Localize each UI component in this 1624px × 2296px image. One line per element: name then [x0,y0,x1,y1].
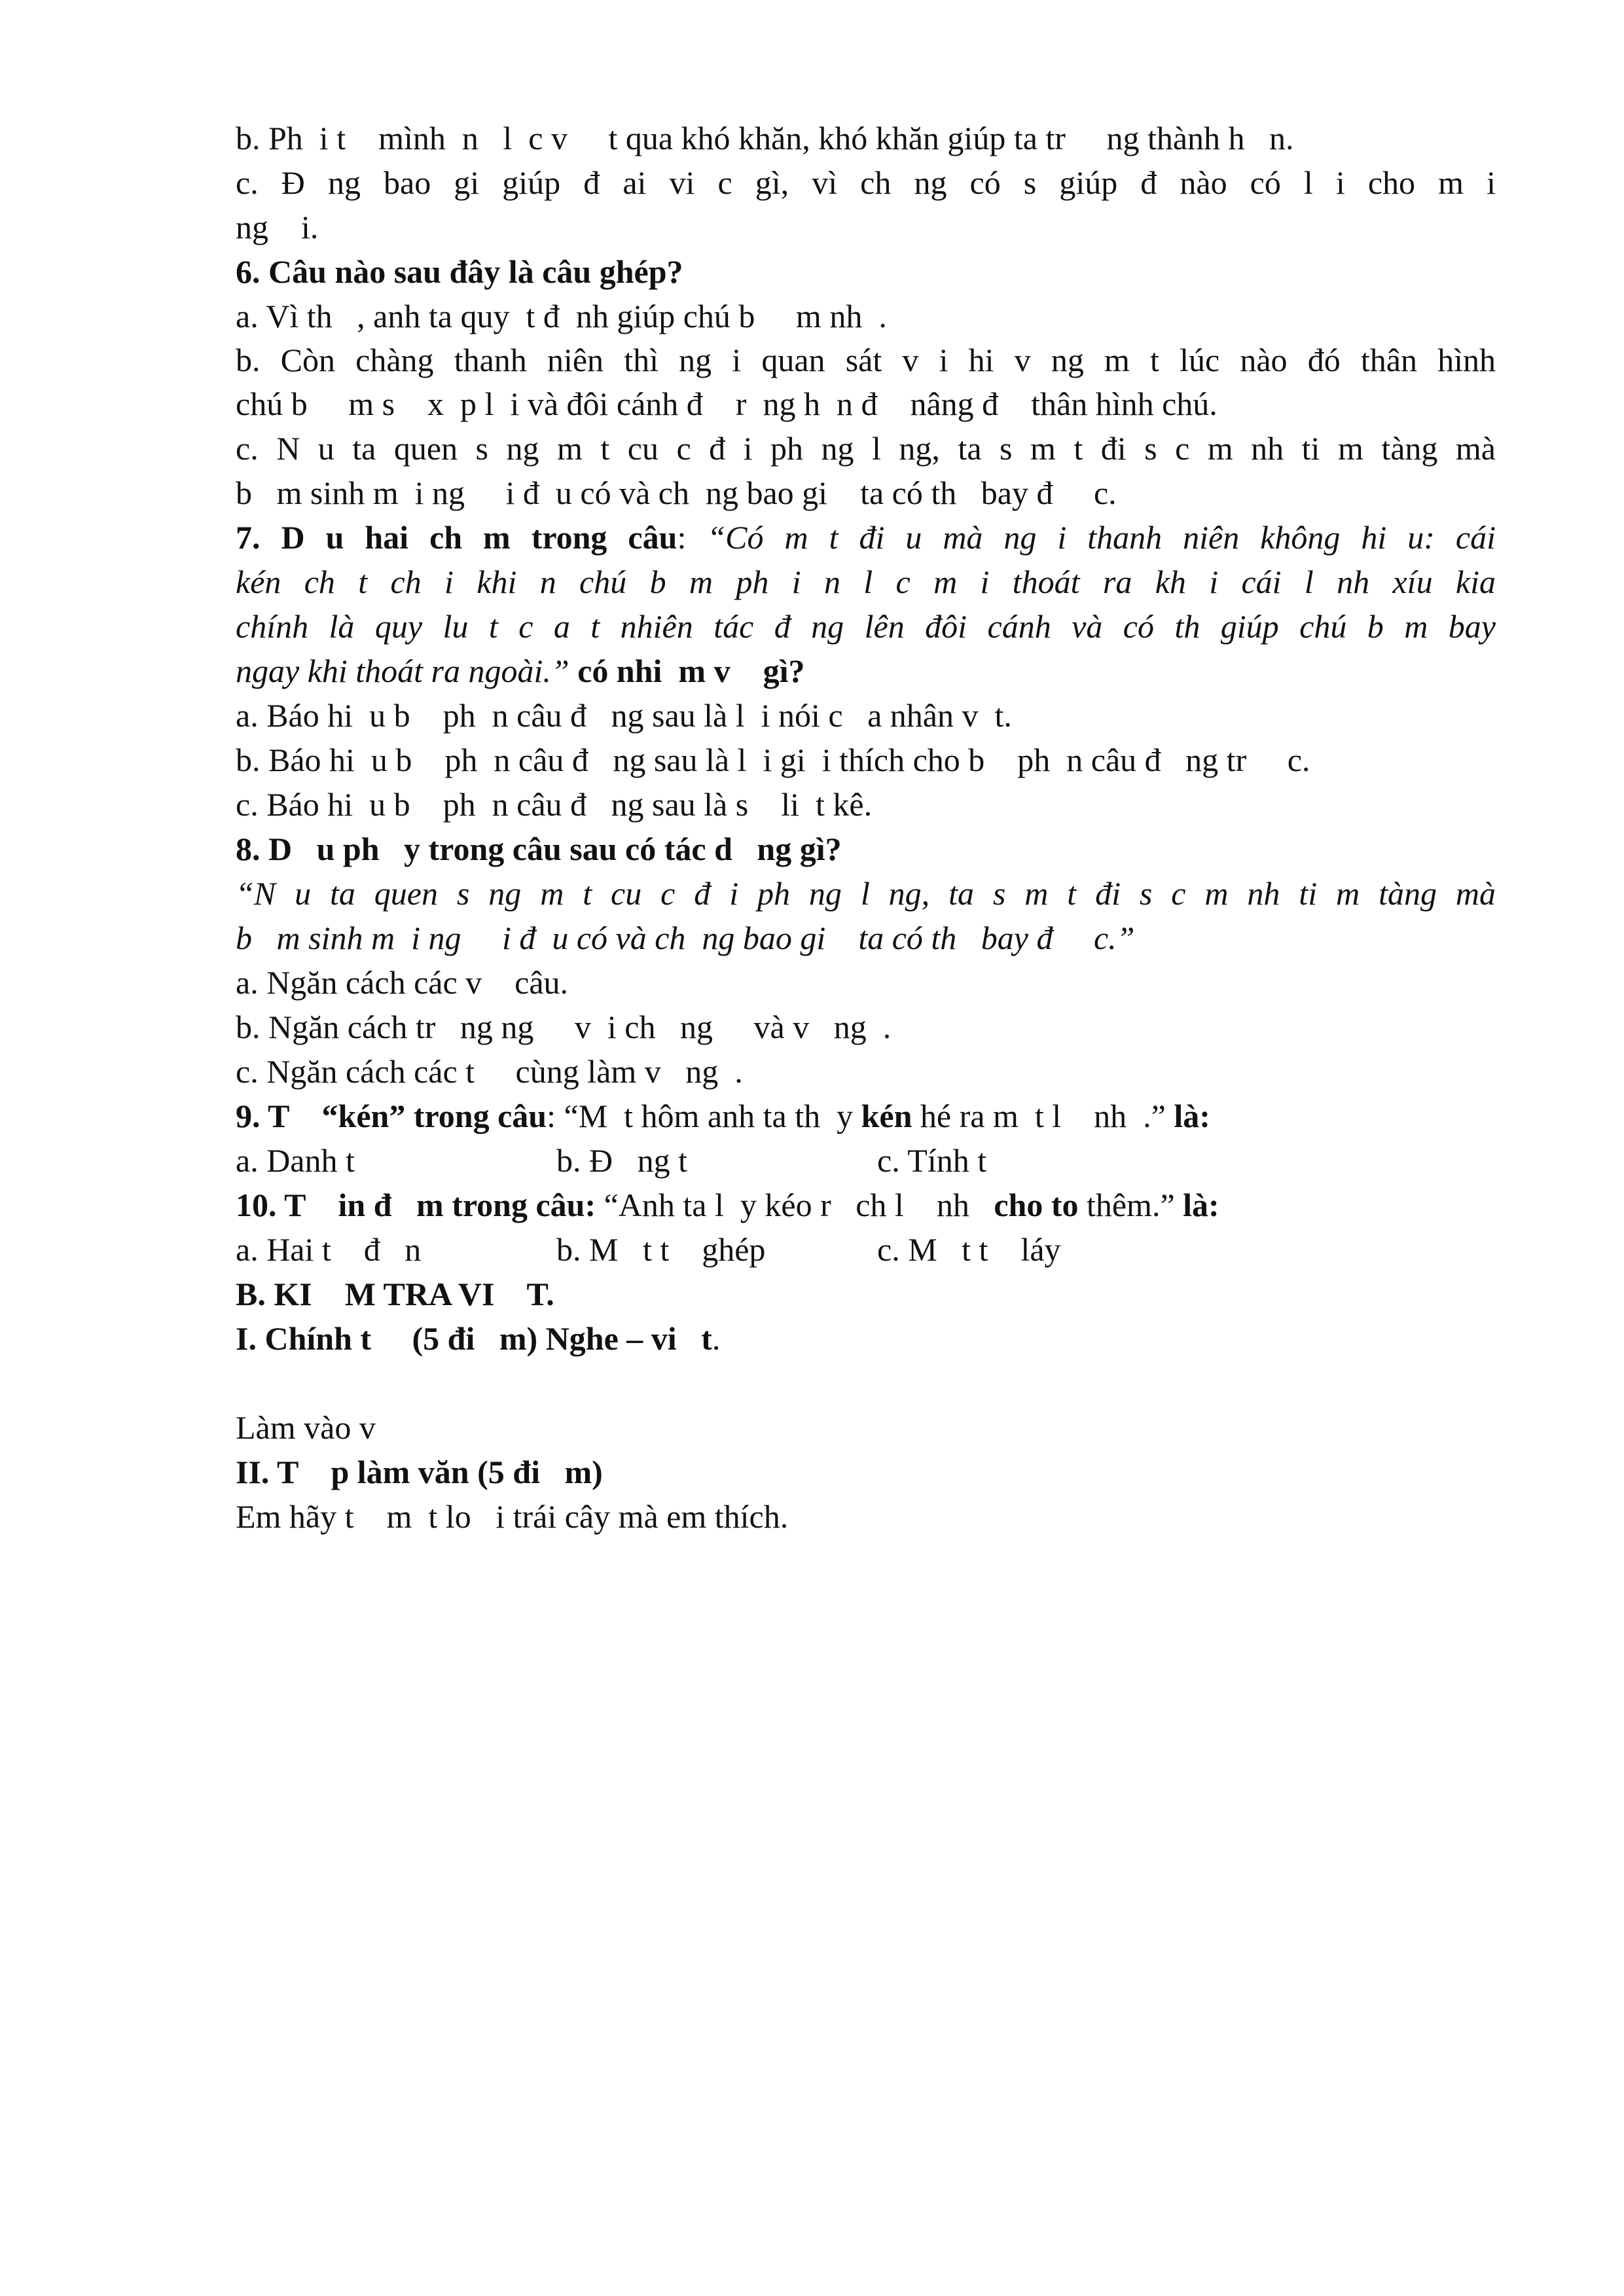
part1-title-text: I. Chính t (5 đi m) Nghe – vi t [236,1320,712,1357]
part2-prompt: Em hãy t m t lo i trái cây mà em thích. [236,1498,789,1535]
q7-option-b: b. Báo hi u b ph n câu đ ng sau là l i gi i thích cho b ph n câu đ ng tr c. [236,742,1310,778]
q9-option-b: b. Đ ng t [556,1142,687,1179]
part2-title: II. T p làm văn (5 đi m) [236,1454,603,1490]
q6-option-b-line2: chú b m s x p l i và đôi cánh đ r ng h n đ nâng đ thân hình chú. [236,386,1218,422]
section-b-title: B. KI M TRA VI T. [236,1276,554,1312]
q7-colon: : [677,519,708,556]
q10-option-b: b. M t t ghép [556,1231,766,1268]
q7-title-line4 [236,649,804,693]
q10-option-a: a. Hai t đ n [236,1231,422,1268]
q9-quote-start: : “M t hôm anh ta th y [547,1098,861,1134]
q9-title-question: là: [1165,1098,1210,1134]
q5-option-c-line2: ng i. [236,209,319,245]
q8-option-a: a. Ngăn cách các v câu. [236,964,569,1001]
q8-option-c: c. Ngăn cách các t cùng làm v ng . [236,1053,743,1090]
part1-title [236,1317,720,1361]
q10-option-c: c. M t t láy [877,1231,1061,1268]
q6-option-a: a. Vì th , anh ta quy t đ nh giúp chú b m nh . [236,298,887,334]
q7-title-line1 [236,516,1496,560]
q9-title-label: 9. T “kén” trong câu [236,1098,547,1134]
q8-quote-line1: “N u ta quen s ng m t cu c đ i ph ng l ng, ta s m t đi s c m nh ti m tàng mà [236,875,1496,912]
q9-title [236,1094,1210,1138]
q6-option-b-line1: b. Còn chàng thanh niên thì ng i quan sát v i hi v ng m t lúc nào đó thân hình [236,342,1496,378]
q9-options [236,1139,1218,1183]
q7-quote-line2: kén ch t ch i khi n chú b m ph i n l c m i thoát ra kh i cái l nh xíu kia [236,564,1496,600]
q7-option-c: c. Báo hi u b ph n câu đ ng sau là s li t kê. [236,786,873,823]
q6-option-c-line2: b m sinh m i ng i đ u có và ch ng bao gi ta có th bay đ c. [236,475,1117,511]
q8-title: 8. D u ph y trong câu sau có tác d ng gì? [236,831,842,867]
q7-quote-line3: chính là quy lu t c a t nhiên tác đ ng lên đôi cánh và có th giúp chú b m bay [236,608,1496,645]
q9-quote-end: hé ra m t l nh .” [912,1098,1166,1134]
q10-title-label: 10. T in đ m trong câu: [236,1187,596,1223]
q5-option-c-line1: c. Đ ng bao gi giúp đ ai vi c gì, vì ch ng có s giúp đ nào có l i cho m i [236,164,1496,201]
q7-option-a: a. Báo hi u b ph n câu đ ng sau là l i nói c a nhân v t. [236,697,1012,734]
q9-quote-word: kén [861,1098,912,1134]
q7-title-label: 7. D u hai ch m trong câu [236,519,677,556]
q9-option-c: c. Tính t [877,1142,987,1179]
q6-title: 6. Câu nào sau đây là câu ghép? [236,253,683,290]
q7-quote-line4: ngay khi thoát ra ngoài.” [236,653,569,689]
q10-quote-end: thêm.” [1078,1187,1175,1223]
q6-option-c-line1: c. N u ta quen s ng m t cu c đ i ph ng l ng, ta s m t đi s c m nh ti m tàng mà [236,430,1496,467]
q10-options [236,1228,1218,1272]
q10-title-question: là: [1174,1187,1219,1223]
q8-option-b: b. Ngăn cách tr ng ng v i ch ng và v ng . [236,1009,892,1045]
q10-title [236,1183,1219,1227]
q10-quote-start: “Anh ta l y kéo r ch l nh [596,1187,994,1223]
q10-quote-bold: cho to [994,1187,1079,1223]
q7-quote-line1: “Có m t đi u mà ng i thanh niên không hi u: cái [707,519,1496,556]
q7-title-question: có nhi m v gì? [569,653,805,689]
q9-option-a: a. Danh t [236,1142,355,1179]
part1-note: Làm vào v [236,1409,376,1446]
q8-quote-line2: b m sinh m i ng i đ u có và ch ng bao gi ta có th bay đ c.” [236,920,1135,956]
q5-option-b: b. Ph i t mình n l c v t qua khó khăn, khó khăn giúp ta tr ng thành h n. [236,120,1294,156]
part1-title-dot: . [712,1320,721,1357]
